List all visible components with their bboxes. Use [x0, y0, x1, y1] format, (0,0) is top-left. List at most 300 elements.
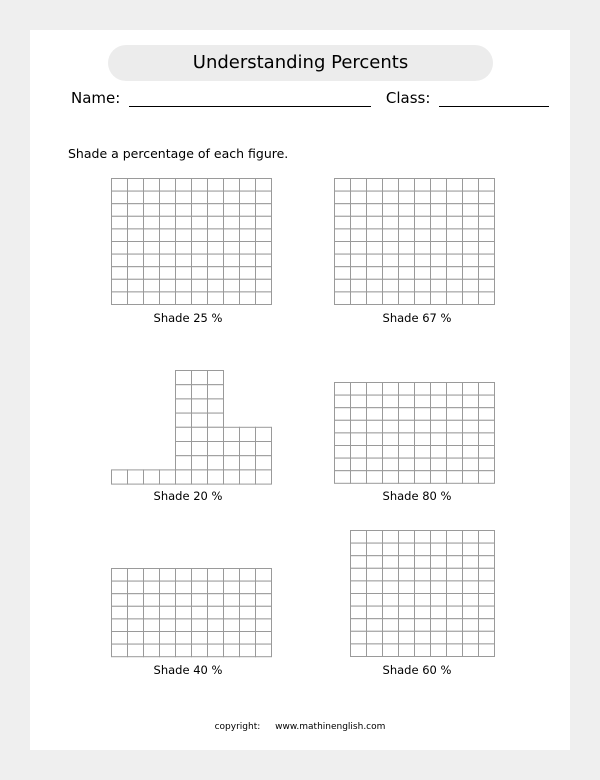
grid-cell[interactable] — [192, 427, 208, 441]
grid-cell[interactable] — [192, 229, 208, 242]
grid-cell[interactable] — [367, 204, 383, 217]
grid-cell[interactable] — [431, 420, 447, 433]
grid-cell[interactable] — [240, 632, 256, 645]
grid-cell[interactable] — [447, 292, 463, 305]
grid-cell[interactable] — [112, 216, 128, 229]
grid-cell[interactable] — [415, 420, 431, 433]
grid-cell[interactable] — [192, 254, 208, 267]
grid-cell[interactable] — [335, 191, 351, 204]
grid-cell[interactable] — [224, 292, 240, 305]
grid-cell[interactable] — [383, 568, 399, 581]
grid-cell[interactable] — [367, 254, 383, 267]
grid-cell[interactable] — [256, 594, 272, 607]
grid-cell[interactable] — [208, 442, 224, 456]
grid-cell[interactable] — [383, 395, 399, 408]
grid-cell[interactable] — [176, 242, 192, 255]
grid-cell[interactable] — [240, 204, 256, 217]
grid-cell[interactable] — [112, 204, 128, 217]
grid-cell[interactable] — [256, 242, 272, 255]
grid-cell[interactable] — [176, 619, 192, 632]
grid-cell[interactable] — [128, 292, 144, 305]
grid-cell[interactable] — [447, 383, 463, 396]
grid-cell[interactable] — [351, 395, 367, 408]
grid-cell[interactable] — [176, 216, 192, 229]
figure-5-grid[interactable] — [111, 568, 272, 658]
grid-cell[interactable] — [160, 470, 176, 484]
grid-cell[interactable] — [335, 383, 351, 396]
grid-cell[interactable] — [335, 292, 351, 305]
grid-cell[interactable] — [383, 216, 399, 229]
grid-cell[interactable] — [399, 383, 415, 396]
grid-cell[interactable] — [399, 254, 415, 267]
grid-cell[interactable] — [112, 254, 128, 267]
grid-cell[interactable] — [160, 179, 176, 192]
grid-cell[interactable] — [447, 408, 463, 421]
grid-cell[interactable] — [256, 216, 272, 229]
grid-cell[interactable] — [351, 229, 367, 242]
grid-cell[interactable] — [335, 254, 351, 267]
grid-cell[interactable] — [224, 594, 240, 607]
grid-cell[interactable] — [479, 606, 495, 619]
grid-cell[interactable] — [335, 242, 351, 255]
grid-cell[interactable] — [383, 531, 399, 544]
grid-cell[interactable] — [447, 254, 463, 267]
grid-cell[interactable] — [399, 420, 415, 433]
grid-cell[interactable] — [351, 644, 367, 657]
grid-cell[interactable] — [256, 292, 272, 305]
grid-cell[interactable] — [240, 619, 256, 632]
grid-cell[interactable] — [128, 606, 144, 619]
grid-cell[interactable] — [431, 242, 447, 255]
grid-cell[interactable] — [479, 267, 495, 280]
grid-cell[interactable] — [399, 229, 415, 242]
grid-cell[interactable] — [367, 581, 383, 594]
grid-cell[interactable] — [479, 619, 495, 632]
grid-cell[interactable] — [224, 442, 240, 456]
grid-cell[interactable] — [447, 191, 463, 204]
grid-cell[interactable] — [224, 179, 240, 192]
grid-svg[interactable] — [111, 178, 272, 305]
grid-cell[interactable] — [431, 383, 447, 396]
grid-cell[interactable] — [128, 267, 144, 280]
grid-cell[interactable] — [160, 204, 176, 217]
grid-cell[interactable] — [415, 216, 431, 229]
grid-cell[interactable] — [208, 644, 224, 657]
grid-cell[interactable] — [224, 632, 240, 645]
grid-cell[interactable] — [240, 279, 256, 292]
grid-cell[interactable] — [367, 433, 383, 446]
grid-cell[interactable] — [176, 292, 192, 305]
grid-cell[interactable] — [431, 216, 447, 229]
grid-cell[interactable] — [351, 408, 367, 421]
grid-cell[interactable] — [415, 594, 431, 607]
grid-cell[interactable] — [112, 292, 128, 305]
grid-cell[interactable] — [128, 581, 144, 594]
grid-cell[interactable] — [479, 433, 495, 446]
grid-cell[interactable] — [431, 458, 447, 471]
grid-cell[interactable] — [240, 229, 256, 242]
grid-cell[interactable] — [208, 229, 224, 242]
grid-cell[interactable] — [447, 531, 463, 544]
grid-cell[interactable] — [240, 442, 256, 456]
grid-cell[interactable] — [463, 556, 479, 569]
grid-cell[interactable] — [463, 254, 479, 267]
grid-cell[interactable] — [256, 204, 272, 217]
grid-cell[interactable] — [240, 644, 256, 657]
grid-cell[interactable] — [224, 456, 240, 470]
grid-cell[interactable] — [399, 594, 415, 607]
grid-cell[interactable] — [160, 216, 176, 229]
name-field[interactable] — [129, 88, 371, 107]
grid-cell[interactable] — [399, 292, 415, 305]
grid-cell[interactable] — [367, 408, 383, 421]
grid-cell[interactable] — [367, 279, 383, 292]
grid-cell[interactable] — [463, 543, 479, 556]
grid-cell[interactable] — [160, 619, 176, 632]
grid-cell[interactable] — [240, 292, 256, 305]
grid-cell[interactable] — [399, 568, 415, 581]
grid-cell[interactable] — [160, 242, 176, 255]
grid-cell[interactable] — [367, 179, 383, 192]
grid-cell[interactable] — [112, 267, 128, 280]
grid-cell[interactable] — [415, 458, 431, 471]
grid-cell[interactable] — [256, 632, 272, 645]
grid-cell[interactable] — [208, 413, 224, 427]
grid-cell[interactable] — [160, 569, 176, 582]
grid-cell[interactable] — [176, 644, 192, 657]
grid-cell[interactable] — [240, 606, 256, 619]
grid-cell[interactable] — [256, 619, 272, 632]
grid-cell[interactable] — [463, 420, 479, 433]
grid-cell[interactable] — [112, 594, 128, 607]
grid-cell[interactable] — [431, 254, 447, 267]
grid-cell[interactable] — [144, 216, 160, 229]
grid-cell[interactable] — [224, 191, 240, 204]
grid-cell[interactable] — [383, 267, 399, 280]
grid-cell[interactable] — [192, 371, 208, 385]
grid-cell[interactable] — [431, 568, 447, 581]
grid-cell[interactable] — [431, 292, 447, 305]
grid-cell[interactable] — [208, 242, 224, 255]
grid-cell[interactable] — [208, 569, 224, 582]
grid-cell[interactable] — [192, 456, 208, 470]
grid-cell[interactable] — [479, 556, 495, 569]
grid-cell[interactable] — [463, 204, 479, 217]
grid-cell[interactable] — [383, 229, 399, 242]
grid-cell[interactable] — [351, 433, 367, 446]
grid-cell[interactable] — [128, 619, 144, 632]
grid-cell[interactable] — [351, 594, 367, 607]
grid-cell[interactable] — [367, 619, 383, 632]
grid-cell[interactable] — [399, 606, 415, 619]
grid-cell[interactable] — [351, 254, 367, 267]
grid-cell[interactable] — [256, 470, 272, 484]
grid-cell[interactable] — [128, 279, 144, 292]
grid-cell[interactable] — [479, 191, 495, 204]
grid-cell[interactable] — [431, 619, 447, 632]
grid-cell[interactable] — [351, 292, 367, 305]
grid-cell[interactable] — [367, 420, 383, 433]
grid-cell[interactable] — [192, 204, 208, 217]
grid-cell[interactable] — [463, 179, 479, 192]
grid-cell[interactable] — [399, 395, 415, 408]
grid-cell[interactable] — [224, 254, 240, 267]
grid-cell[interactable] — [383, 433, 399, 446]
grid-cell[interactable] — [208, 371, 224, 385]
grid-cell[interactable] — [479, 531, 495, 544]
grid-cell[interactable] — [192, 179, 208, 192]
grid-cell[interactable] — [463, 229, 479, 242]
grid-cell[interactable] — [128, 254, 144, 267]
grid-cell[interactable] — [431, 267, 447, 280]
grid-cell[interactable] — [112, 279, 128, 292]
grid-cell[interactable] — [351, 606, 367, 619]
grid-cell[interactable] — [192, 569, 208, 582]
grid-cell[interactable] — [383, 581, 399, 594]
grid-cell[interactable] — [160, 191, 176, 204]
grid-cell[interactable] — [208, 606, 224, 619]
grid-cell[interactable] — [351, 568, 367, 581]
grid-cell[interactable] — [415, 556, 431, 569]
grid-cell[interactable] — [447, 204, 463, 217]
grid-cell[interactable] — [383, 408, 399, 421]
grid-cell[interactable] — [383, 644, 399, 657]
grid-cell[interactable] — [240, 267, 256, 280]
grid-cell[interactable] — [367, 531, 383, 544]
grid-cell[interactable] — [367, 191, 383, 204]
grid-cell[interactable] — [447, 395, 463, 408]
grid-cell[interactable] — [367, 242, 383, 255]
grid-cell[interactable] — [399, 279, 415, 292]
grid-cell[interactable] — [399, 471, 415, 484]
grid-svg[interactable] — [111, 568, 272, 658]
grid-cell[interactable] — [176, 254, 192, 267]
grid-cell[interactable] — [112, 644, 128, 657]
grid-cell[interactable] — [431, 594, 447, 607]
grid-cell[interactable] — [240, 470, 256, 484]
grid-cell[interactable] — [160, 632, 176, 645]
grid-cell[interactable] — [224, 216, 240, 229]
grid-cell[interactable] — [431, 446, 447, 459]
grid-cell[interactable] — [383, 191, 399, 204]
grid-cell[interactable] — [112, 242, 128, 255]
grid-cell[interactable] — [447, 619, 463, 632]
grid-cell[interactable] — [447, 267, 463, 280]
grid-cell[interactable] — [240, 242, 256, 255]
grid-cell[interactable] — [415, 279, 431, 292]
grid-cell[interactable] — [335, 433, 351, 446]
grid-cell[interactable] — [256, 179, 272, 192]
grid-cell[interactable] — [351, 267, 367, 280]
grid-svg[interactable] — [334, 382, 495, 485]
grid-cell[interactable] — [431, 408, 447, 421]
grid-cell[interactable] — [176, 632, 192, 645]
grid-cell[interactable] — [447, 179, 463, 192]
grid-cell[interactable] — [383, 242, 399, 255]
grid-cell[interactable] — [351, 191, 367, 204]
grid-cell[interactable] — [399, 531, 415, 544]
figure-4-grid[interactable] — [334, 382, 495, 485]
grid-cell[interactable] — [224, 619, 240, 632]
grid-cell[interactable] — [431, 471, 447, 484]
grid-cell[interactable] — [192, 267, 208, 280]
grid-cell[interactable] — [224, 204, 240, 217]
grid-cell[interactable] — [256, 191, 272, 204]
grid-cell[interactable] — [192, 644, 208, 657]
grid-cell[interactable] — [240, 456, 256, 470]
grid-cell[interactable] — [128, 632, 144, 645]
grid-cell[interactable] — [351, 446, 367, 459]
grid-cell[interactable] — [335, 267, 351, 280]
grid-cell[interactable] — [351, 458, 367, 471]
grid-cell[interactable] — [192, 399, 208, 413]
grid-cell[interactable] — [383, 458, 399, 471]
grid-cell[interactable] — [463, 606, 479, 619]
grid-cell[interactable] — [176, 442, 192, 456]
grid-cell[interactable] — [479, 216, 495, 229]
grid-cell[interactable] — [351, 581, 367, 594]
grid-cell[interactable] — [463, 408, 479, 421]
grid-cell[interactable] — [415, 292, 431, 305]
grid-cell[interactable] — [192, 632, 208, 645]
grid-cell[interactable] — [479, 292, 495, 305]
figure-3-grid[interactable] — [111, 370, 272, 485]
grid-cell[interactable] — [112, 229, 128, 242]
grid-cell[interactable] — [479, 204, 495, 217]
grid-cell[interactable] — [399, 242, 415, 255]
grid-cell[interactable] — [144, 470, 160, 484]
grid-cell[interactable] — [351, 471, 367, 484]
grid-cell[interactable] — [479, 229, 495, 242]
grid-cell[interactable] — [415, 471, 431, 484]
grid-cell[interactable] — [415, 568, 431, 581]
grid-cell[interactable] — [240, 581, 256, 594]
grid-cell[interactable] — [479, 594, 495, 607]
grid-cell[interactable] — [256, 254, 272, 267]
grid-cell[interactable] — [144, 279, 160, 292]
grid-cell[interactable] — [144, 254, 160, 267]
grid-cell[interactable] — [351, 631, 367, 644]
grid-cell[interactable] — [176, 413, 192, 427]
grid-cell[interactable] — [176, 569, 192, 582]
grid-cell[interactable] — [447, 242, 463, 255]
grid-cell[interactable] — [256, 644, 272, 657]
grid-cell[interactable] — [367, 556, 383, 569]
grid-cell[interactable] — [112, 191, 128, 204]
grid-cell[interactable] — [447, 446, 463, 459]
grid-cell[interactable] — [479, 631, 495, 644]
grid-cell[interactable] — [208, 594, 224, 607]
grid-cell[interactable] — [431, 606, 447, 619]
grid-cell[interactable] — [351, 556, 367, 569]
grid-cell[interactable] — [144, 292, 160, 305]
grid-cell[interactable] — [256, 456, 272, 470]
grid-cell[interactable] — [128, 242, 144, 255]
grid-cell[interactable] — [160, 644, 176, 657]
grid-cell[interactable] — [192, 413, 208, 427]
grid-cell[interactable] — [399, 446, 415, 459]
grid-cell[interactable] — [415, 204, 431, 217]
class-field[interactable] — [439, 88, 549, 107]
grid-cell[interactable] — [208, 179, 224, 192]
grid-cell[interactable] — [479, 568, 495, 581]
grid-cell[interactable] — [431, 204, 447, 217]
grid-cell[interactable] — [447, 606, 463, 619]
grid-cell[interactable] — [447, 216, 463, 229]
grid-cell[interactable] — [447, 644, 463, 657]
grid-cell[interactable] — [224, 569, 240, 582]
grid-cell[interactable] — [335, 216, 351, 229]
grid-cell[interactable] — [192, 594, 208, 607]
grid-cell[interactable] — [128, 594, 144, 607]
figure-2-grid[interactable] — [334, 178, 495, 305]
grid-cell[interactable] — [351, 204, 367, 217]
grid-cell[interactable] — [399, 581, 415, 594]
grid-cell[interactable] — [415, 229, 431, 242]
grid-cell[interactable] — [144, 594, 160, 607]
grid-cell[interactable] — [479, 408, 495, 421]
grid-cell[interactable] — [176, 179, 192, 192]
grid-cell[interactable] — [240, 191, 256, 204]
grid-cell[interactable] — [383, 179, 399, 192]
grid-cell[interactable] — [112, 581, 128, 594]
grid-cell[interactable] — [399, 204, 415, 217]
grid-cell[interactable] — [479, 179, 495, 192]
grid-cell[interactable] — [240, 179, 256, 192]
grid-cell[interactable] — [192, 292, 208, 305]
grid-cell[interactable] — [224, 242, 240, 255]
grid-cell[interactable] — [144, 581, 160, 594]
grid-cell[interactable] — [431, 631, 447, 644]
grid-cell[interactable] — [192, 470, 208, 484]
grid-cell[interactable] — [176, 470, 192, 484]
grid-cell[interactable] — [335, 420, 351, 433]
grid-cell[interactable] — [447, 229, 463, 242]
grid-cell[interactable] — [415, 383, 431, 396]
grid-cell[interactable] — [176, 279, 192, 292]
grid-cell[interactable] — [367, 395, 383, 408]
grid-cell[interactable] — [208, 632, 224, 645]
grid-cell[interactable] — [112, 179, 128, 192]
grid-cell[interactable] — [335, 395, 351, 408]
grid-cell[interactable] — [447, 594, 463, 607]
grid-cell[interactable] — [351, 619, 367, 632]
grid-cell[interactable] — [415, 606, 431, 619]
grid-cell[interactable] — [192, 242, 208, 255]
grid-cell[interactable] — [415, 581, 431, 594]
grid-cell[interactable] — [479, 471, 495, 484]
grid-cell[interactable] — [144, 191, 160, 204]
grid-cell[interactable] — [144, 569, 160, 582]
grid-cell[interactable] — [479, 644, 495, 657]
grid-cell[interactable] — [431, 179, 447, 192]
grid-cell[interactable] — [176, 229, 192, 242]
grid-cell[interactable] — [463, 267, 479, 280]
grid-cell[interactable] — [208, 619, 224, 632]
grid-cell[interactable] — [224, 606, 240, 619]
grid-cell[interactable] — [479, 458, 495, 471]
grid-cell[interactable] — [431, 191, 447, 204]
grid-cell[interactable] — [128, 179, 144, 192]
grid-cell[interactable] — [160, 292, 176, 305]
grid-cell[interactable] — [256, 267, 272, 280]
grid-cell[interactable] — [463, 446, 479, 459]
grid-cell[interactable] — [208, 216, 224, 229]
grid-cell[interactable] — [463, 191, 479, 204]
grid-cell[interactable] — [383, 606, 399, 619]
grid-cell[interactable] — [128, 644, 144, 657]
grid-cell[interactable] — [176, 594, 192, 607]
